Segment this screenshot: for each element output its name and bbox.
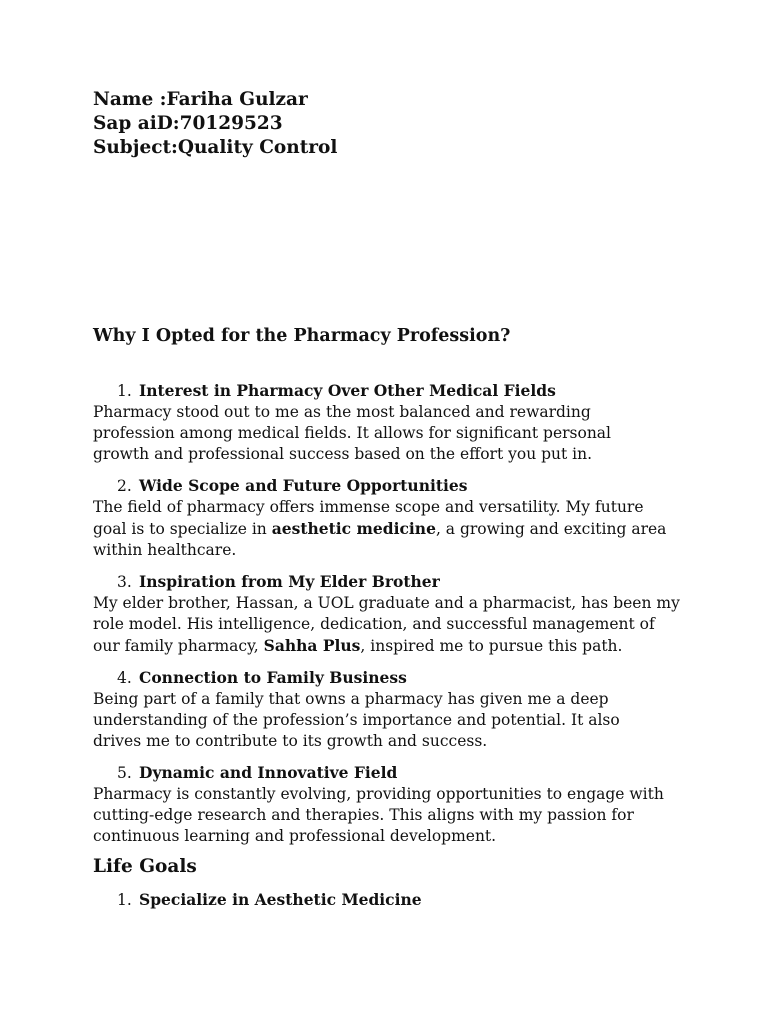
reason-heading <box>93 380 693 402</box>
body-line: The field of pharmacy offers immense scope and versatility. My future <box>93 498 644 516</box>
name-line: Name :Fariha Gulzar <box>93 89 308 110</box>
body-line: Being part of a family that owns a pharmacy has given me a deep <box>93 690 609 708</box>
reason-body <box>93 497 693 561</box>
emphasis-text: Sahha Plus <box>263 636 361 655</box>
subject-line: Subject:Quality Control <box>93 137 338 158</box>
body-line <box>93 518 693 540</box>
body-line <box>93 635 693 657</box>
reason-heading-text: Connection to Family Business <box>139 668 407 687</box>
goal-number: 1. <box>117 891 132 909</box>
reason-item <box>93 762 693 847</box>
reason-heading <box>93 762 693 784</box>
student-info <box>93 88 337 160</box>
reason-heading <box>93 475 693 497</box>
life-goals-title: Life Goals <box>93 856 197 877</box>
body-line: understanding of the profession’s importance and potential. It also <box>93 711 620 729</box>
reason-heading <box>93 571 693 593</box>
reason-body <box>93 593 693 657</box>
reason-body <box>93 402 693 465</box>
reason-number: 4. <box>117 669 132 687</box>
reason-item <box>93 667 693 752</box>
sap-id-line: Sap aiD:70129523 <box>93 113 283 134</box>
body-line: drives me to contribute to its growth and success. <box>93 732 488 750</box>
life-goal-item <box>117 889 422 911</box>
body-line: Pharmacy is constantly evolving, providing opportunities to engage with <box>93 785 664 803</box>
reason-heading-text: Wide Scope and Future Opportunities <box>139 476 468 495</box>
body-line: cutting-edge research and therapies. This aligns with my passion for <box>93 806 634 824</box>
body-line: Pharmacy stood out to me as the most balanced and rewarding <box>93 403 591 421</box>
goal-text: Specialize in Aesthetic Medicine <box>139 890 422 909</box>
body-text: our family pharmacy, <box>93 637 264 655</box>
reason-number: 1. <box>117 382 132 400</box>
body-line: My elder brother, Hassan, a UOL graduate and a pharmacist, has been my <box>93 594 680 612</box>
reason-body <box>93 689 693 752</box>
reason-item <box>93 380 693 465</box>
reason-item <box>93 571 693 657</box>
body-line: growth and professional success based on the effort you put in. <box>93 445 593 463</box>
body-line: within healthcare. <box>93 541 237 559</box>
emphasis-text: aesthetic medicine <box>271 519 436 538</box>
body-text: , inspired me to pursue this path. <box>360 637 623 655</box>
reason-heading-text: Dynamic and Innovative Field <box>139 763 398 782</box>
essay-title: Why I Opted for the Pharmacy Profession? <box>93 326 511 346</box>
reasons-list <box>93 380 693 857</box>
reason-number: 5. <box>117 764 132 782</box>
reason-heading-text: Inspiration from My Elder Brother <box>139 572 440 591</box>
reason-number: 2. <box>117 477 132 495</box>
body-line: profession among medical fields. It allows for significant personal <box>93 424 612 442</box>
body-text: goal is to specialize in <box>93 520 272 538</box>
reason-heading-text: Interest in Pharmacy Over Other Medical Fields <box>139 381 556 400</box>
reason-number: 3. <box>117 573 132 591</box>
body-line: continuous learning and professional development. <box>93 827 497 845</box>
reason-item <box>93 475 693 561</box>
reason-body <box>93 784 693 847</box>
body-line: role model. His intelligence, dedication, and successful management of <box>93 615 655 633</box>
body-text: , a growing and exciting area <box>435 520 667 538</box>
reason-heading <box>93 667 693 689</box>
